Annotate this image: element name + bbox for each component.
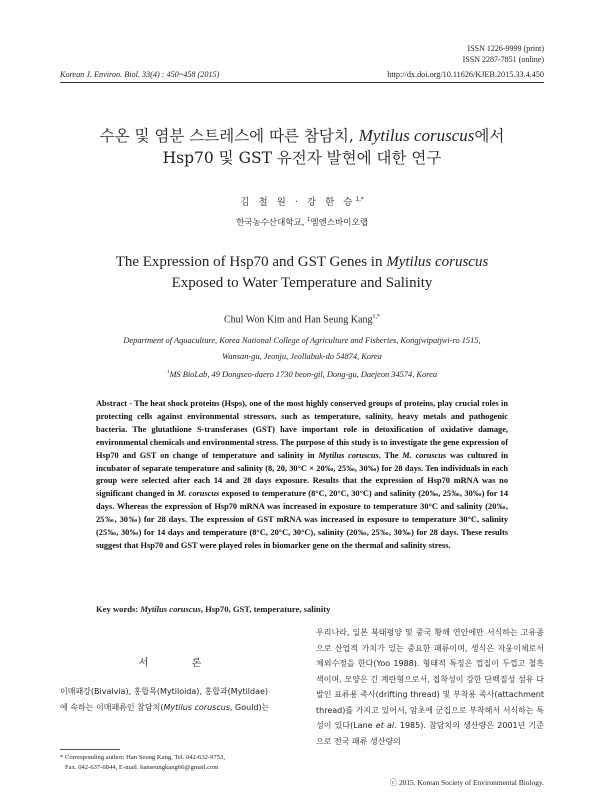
right-body-text-b: . 1985). 참담치의 생산량은 2001년 기준으로 전국 패류 생산량의 [316, 721, 544, 746]
korean-affiliation-sup: 1 [307, 217, 311, 224]
english-title-species: Mytilus coruscus [386, 254, 489, 270]
english-affiliation-line2: Wansan-gu, Jeonju, Jeollabuk-do 54874, Korea [222, 352, 382, 361]
right-body-et-al: et al [375, 721, 395, 730]
journal-header [60, 70, 544, 79]
right-body-text-a: 우리나라, 일본 북태평양 및 중국 황해 연안에만 서식하는 고유종으로 산업적 가치가 있는 중요한 패류이며, 생식은 자웅이체로서 체외수정을 한다(Yoo 1988). 형태적 특징은 껍질이 두껍고 철흑색이며, 모양은 긴 계란형으로서, 접착성이 강한 단백질성 섬유 다발인 표류용 족사(drifting thread) 및 부착용 족사(attachment thread)를 가지고 있어서, 암초에 군집으로 부착해서 서식하는 특성이 있다(Lane [316, 628, 544, 730]
abstract-text-4: exposed to temperature (8°C, 20°C, 30°C) and salinity (20‰, 25‰, 30‰) for 14 days. Whereas the expression of Hsp70 mRNA was increased in exposure to temperature 30°C and salinity (20‰, 25‰, 30‰) for 28 days. The expression of GST mRNA was increased in exposure to temperature 30°C, salinity (25‰, 30‰) for 14 days and temperature (8°C, 20°C, 30°C), salinity (20‰, 25‰, 30‰) for 28 days. These results suggest that Hsp70 and GST were played roles in biomarker gene on the thermal and salinity stress. [96, 489, 508, 550]
section-title-introduction: 서 론 [138, 658, 222, 669]
keywords-species: Mytilus coruscus [140, 604, 201, 614]
english-author-sup: 1,* [372, 314, 380, 320]
english-authors [60, 314, 544, 325]
english-affiliation [60, 333, 544, 383]
left-body-line1: 이매패강(Bivalvia), 홍합목(Mytiloida), 홍합과(Mytildae) [60, 687, 269, 696]
abstract-species-short: M. coruscus [402, 450, 447, 460]
abstract-species-short-2: M. coruscus [176, 489, 220, 499]
english-affiliation-line1: Department of Aquaculture, Korea National College of Agriculture and Fisheries, Kongjwipatjwi-ro 1515, [123, 336, 481, 345]
issn-print: ISSN 1226-9999 (print) [467, 44, 544, 53]
abstract [96, 398, 508, 553]
english-title-line2: Exposed to Water Temperature and Salinity [171, 275, 433, 291]
korean-title-line2: Hsp70 및 GST 유전자 발현에 대한 연구 [162, 149, 442, 167]
journal-reference: Korean J. Environ. Biol. 33(4) : 450~458 (2015) [60, 70, 220, 79]
english-affiliation-sup: 1 [166, 370, 170, 375]
abstract-text-1: Abstract - The heat shock proteins (Hsps), one of the most highly conserved groups of proteins, play crucial roles in protecting cells against environmental stressors, such as temperature, salinity, heavy metals and pathogenic bacteria. The glutathione S-transferases (GST) have important role in detoxification of oxidative damage, environmental chemicals and environmental stress. The purpose of this study is to investigate the gene expression of Hsp70 and GST on change of temperature and salinity in [96, 399, 508, 460]
korean-affiliation [60, 216, 544, 228]
english-affiliation-line3: MS BioLab, 49 Dongseo-daero 1730 beon-gil, Dong-gu, Daejeon 34574, Korea [169, 369, 438, 379]
korean-title-part2: 에서 [474, 127, 505, 145]
doi-link[interactable]: http://dx.doi.org/10.11626/KJEB.2015.33.4.450 [387, 70, 544, 79]
left-column-body [60, 684, 300, 715]
corresponding-author-footnote [60, 753, 310, 772]
abstract-text-2: . The [378, 450, 403, 460]
korean-affiliation-2: 엠엔스바이오랩 [310, 218, 368, 228]
keywords [96, 604, 508, 614]
korean-affiliation-1: 한국농수산대학교, [236, 218, 308, 228]
keywords-label: Key words: [96, 604, 141, 614]
left-body-species: Mytilus coruscus [163, 702, 230, 712]
abstract-species: Mytilus coruscus [318, 450, 379, 460]
header-rule [60, 82, 544, 83]
right-column-body [316, 625, 544, 749]
korean-title-part1: 수온 및 염분 스트레스에 따른 참담치, [99, 127, 359, 145]
english-author-names: Chul Won Kim and Han Seung Kang [224, 314, 373, 326]
copyright-notice: ⓒ 2015. Korean Society of Environmental Biology. [389, 778, 544, 787]
issn-online: ISSN 2287-7851 (online) [462, 55, 544, 64]
footnote-line1: * Corresponding author: Han Seung Kang, Tel. 042-632-9753, [60, 754, 225, 761]
korean-title-species: Mytilus coruscus [358, 126, 475, 145]
english-title-line1: The Expression of Hsp70 and GST Genes in [115, 254, 387, 270]
left-body-line2a: 에 속하는 이매패류인 참담치( [60, 702, 164, 712]
left-body-line2b: , Gould)는 [229, 702, 270, 712]
abstract-text-3: was cultured in incubator of separate temperature and salinity (8, 20, 30°C × 20‰, 25‰, 30‰) for 28 days. Ten individuals in each group were selected after each 14 and 28 days exposure. Results that the expression of Hsp70 mRNA was no significant changed in [96, 450, 508, 499]
issn-block [463, 43, 544, 65]
footnote-line2: Fax. 042-637-6844, E-mail. hanseungkang66@gmail.com [65, 763, 219, 771]
english-title [60, 252, 544, 294]
korean-author-sup: 1,* [355, 196, 364, 203]
keywords-list: , Hsp70, GST, temperature, salinity [200, 604, 331, 614]
footnote-rule [60, 749, 120, 750]
korean-title [60, 125, 544, 169]
korean-authors [60, 194, 544, 208]
korean-author-names: 김 철 원 · 강 한 승 [240, 197, 356, 208]
